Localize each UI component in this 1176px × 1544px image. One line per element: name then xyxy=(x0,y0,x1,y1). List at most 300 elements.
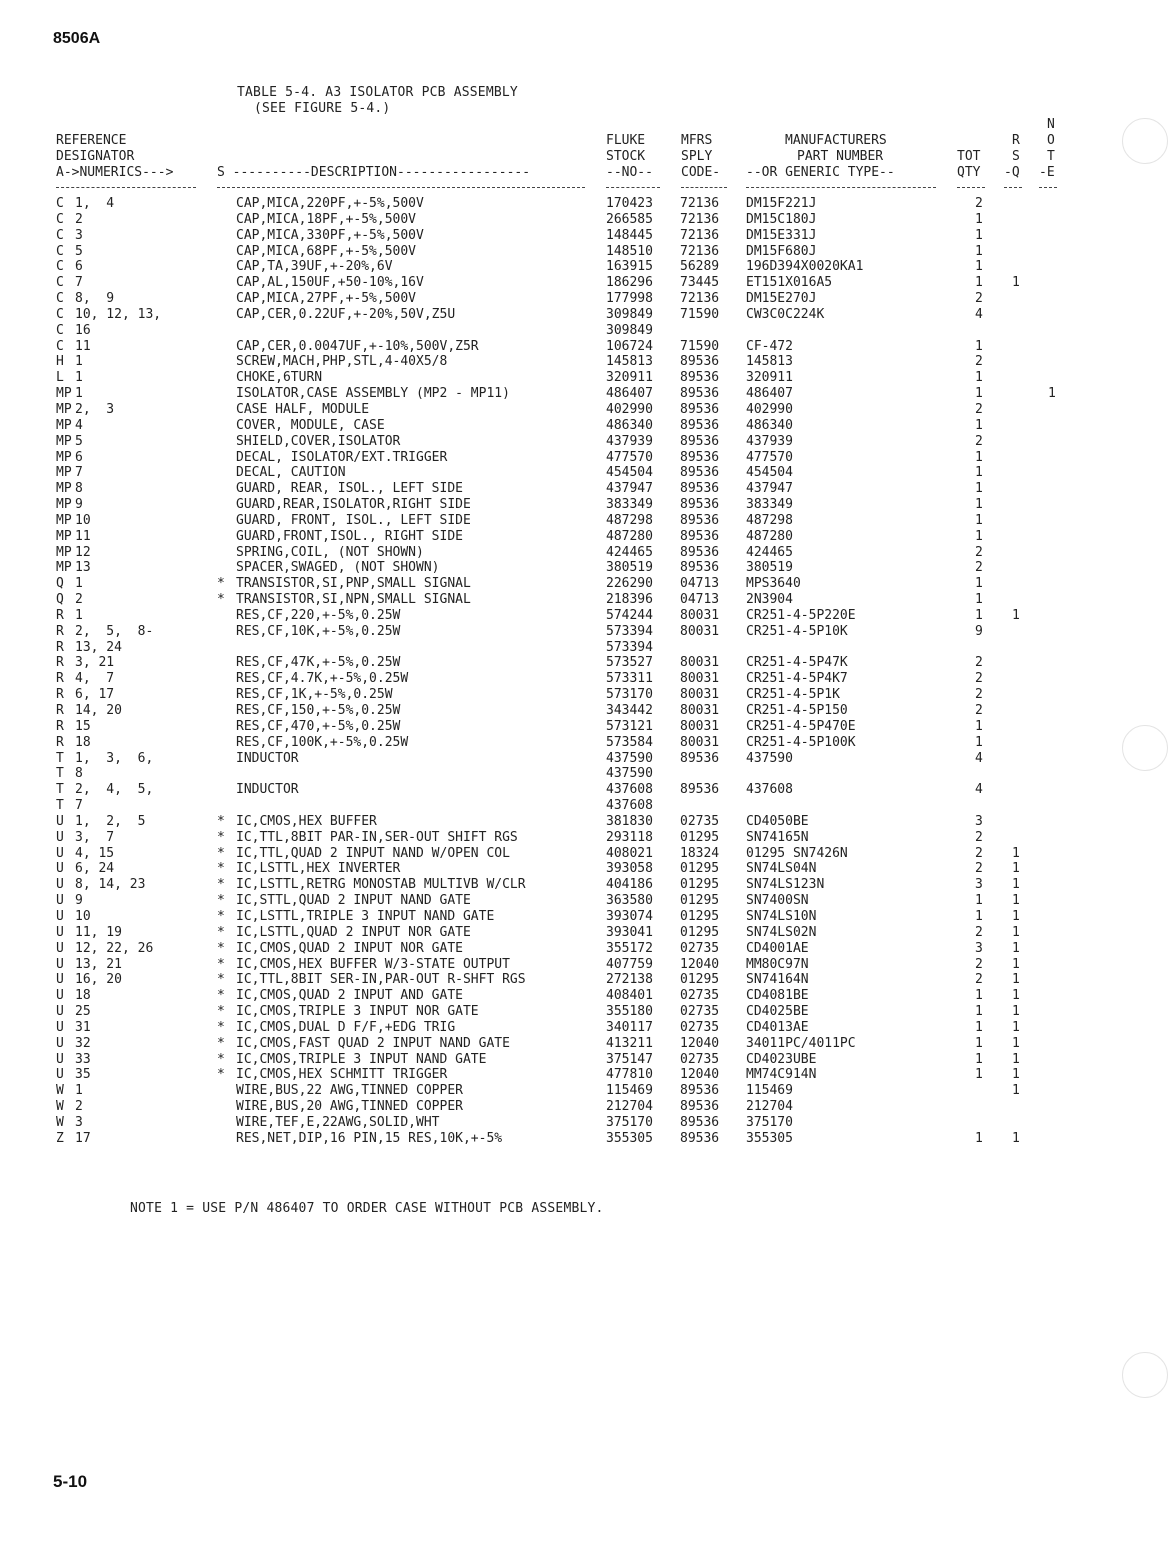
cell-fluke-stock-no: 355180 xyxy=(606,1004,653,1020)
cell-ref-numerics: 9 xyxy=(75,497,83,513)
cell-mfrs-supply-code: 01295 xyxy=(680,924,720,940)
cell-fluke-stock-no: 148510 xyxy=(606,243,653,259)
cell-mfr-part-number: 487280 xyxy=(746,528,793,544)
cell-ref-letter: U xyxy=(56,908,64,924)
cell-fluke-stock-no: 408021 xyxy=(606,845,653,861)
table-row xyxy=(0,576,1176,592)
cell-rsq: 1 xyxy=(1012,845,1020,861)
cell-ref-numerics: 4, 15 xyxy=(75,845,115,861)
header-mfrs-3: CODE- xyxy=(681,165,721,180)
cell-description: IC,CMOS,TRIPLE 3 INPUT NOR GATE xyxy=(236,1004,479,1020)
cell-mfr-part-number: MM74C914N xyxy=(746,1067,817,1083)
cell-total-qty: 2 xyxy=(975,671,983,687)
cell-ref-letter: U xyxy=(56,845,64,861)
cell-ref-letter: C xyxy=(56,259,64,275)
cell-mfr-part-number: 375170 xyxy=(746,1114,793,1130)
cell-mfrs-supply-code: 89536 xyxy=(680,1114,720,1130)
cell-ref-letter: R xyxy=(56,734,64,750)
cell-mfrs-supply-code: 89536 xyxy=(680,528,720,544)
cell-description: CAP,MICA,330PF,+-5%,500V xyxy=(236,227,424,243)
cell-fluke-stock-no: 381830 xyxy=(606,813,653,829)
cell-ref-letter: U xyxy=(56,861,64,877)
table-row xyxy=(0,1036,1176,1052)
cell-description: IC,LSTTL,TRIPLE 3 INPUT NAND GATE xyxy=(236,908,495,924)
cell-ref-letter: MP xyxy=(56,401,72,417)
cell-rsq: 1 xyxy=(1012,972,1020,988)
header-mfrs-2: SPLY xyxy=(681,149,713,164)
cell-ref-letter: U xyxy=(56,1035,64,1051)
cell-ref-letter: L xyxy=(56,370,64,386)
cell-description: WIRE,BUS,22 AWG,TINNED COPPER xyxy=(236,1083,463,1099)
cell-total-qty: 1 xyxy=(975,1035,983,1051)
cell-mfrs-supply-code: 89536 xyxy=(680,370,720,386)
header-note-1: O xyxy=(1047,133,1055,148)
header-stock-2: STOCK xyxy=(606,149,646,164)
cell-description: RES,CF,4.7K,+-5%,0.25W xyxy=(236,671,409,687)
cell-ref-letter: U xyxy=(56,1004,64,1020)
cell-mfrs-supply-code: 02735 xyxy=(680,1019,720,1035)
cell-ref-numerics: 1, 4 xyxy=(75,196,115,211)
cell-ref-numerics: 2 xyxy=(75,211,83,227)
table-row xyxy=(0,196,1176,212)
cell-fluke-stock-no: 477810 xyxy=(606,1067,653,1083)
cell-mfrs-supply-code: 80031 xyxy=(680,734,720,750)
cell-fluke-stock-no: 163915 xyxy=(606,259,653,275)
cell-ref-numerics: 7 xyxy=(75,275,83,291)
cell-rsq: 1 xyxy=(1012,275,1020,291)
cell-s-flag: * xyxy=(217,576,225,592)
table-row xyxy=(0,497,1176,513)
cell-ref-numerics: 3, 7 xyxy=(75,829,115,845)
header-stock-3: --NO-- xyxy=(606,165,653,180)
table-row xyxy=(0,1099,1176,1115)
cell-mfrs-supply-code: 89536 xyxy=(680,750,720,766)
cell-rsq: 1 xyxy=(1012,1004,1020,1020)
cell-ref-numerics: 10 xyxy=(75,512,91,528)
cell-ref-numerics: 11, 19 xyxy=(75,924,122,940)
cell-description: INDUCTOR xyxy=(236,750,299,766)
cell-total-qty: 2 xyxy=(975,560,983,576)
table-row xyxy=(0,560,1176,576)
cell-mfr-part-number: DM15E270J xyxy=(746,291,817,307)
cell-mfr-part-number: DM15F221J xyxy=(746,196,817,211)
table-row xyxy=(0,957,1176,973)
cell-description: TRANSISTOR,SI,PNP,SMALL SIGNAL xyxy=(236,576,471,592)
header-rule-pn xyxy=(746,187,936,188)
cell-fluke-stock-no: 437590 xyxy=(606,766,653,782)
cell-fluke-stock-no: 340117 xyxy=(606,1019,653,1035)
cell-mfrs-supply-code: 89536 xyxy=(680,1083,720,1099)
cell-mfrs-supply-code: 01295 xyxy=(680,972,720,988)
table-row xyxy=(0,529,1176,545)
cell-mfr-part-number: SN74164N xyxy=(746,972,809,988)
cell-mfr-part-number: 454504 xyxy=(746,465,793,481)
cell-fluke-stock-no: 407759 xyxy=(606,956,653,972)
cell-ref-letter: H xyxy=(56,354,64,370)
cell-s-flag: * xyxy=(217,1051,225,1067)
cell-fluke-stock-no: 218396 xyxy=(606,592,653,608)
cell-mfr-part-number: 355305 xyxy=(746,1130,793,1146)
cell-ref-numerics: 8, 9 xyxy=(75,291,115,307)
cell-ref-numerics: 13 xyxy=(75,560,91,576)
header-pn-2: PART NUMBER xyxy=(797,149,884,164)
cell-ref-numerics: 4 xyxy=(75,417,83,433)
cell-ref-numerics: 1, 3, 6, xyxy=(75,750,154,766)
cell-description: COVER, MODULE, CASE xyxy=(236,417,385,433)
cell-mfr-part-number: CR251-4-5P4K7 xyxy=(746,671,848,687)
cell-description: IC,TTL,8BIT SER-IN,PAR-OUT R-SHFT RGS xyxy=(236,972,526,988)
cell-mfrs-supply-code: 80031 xyxy=(680,655,720,671)
cell-total-qty: 1 xyxy=(975,528,983,544)
cell-fluke-stock-no: 309849 xyxy=(606,322,653,338)
cell-ref-letter: R xyxy=(56,671,64,687)
cell-ref-numerics: 2 xyxy=(75,1099,83,1115)
cell-mfr-part-number: CR251-4-5P1K xyxy=(746,687,840,703)
cell-mfrs-supply-code: 89536 xyxy=(680,560,720,576)
table-row xyxy=(0,402,1176,418)
cell-fluke-stock-no: 106724 xyxy=(606,338,653,354)
table-row xyxy=(0,323,1176,339)
cell-ref-letter: Q xyxy=(56,576,64,592)
cell-description: DECAL, CAUTION xyxy=(236,465,346,481)
cell-ref-letter: U xyxy=(56,1067,64,1083)
cell-description: GUARD,REAR,ISOLATOR,RIGHT SIDE xyxy=(236,497,471,513)
cell-s-flag: * xyxy=(217,988,225,1004)
cell-mfrs-supply-code: 02735 xyxy=(680,1004,720,1020)
cell-ref-letter: U xyxy=(56,940,64,956)
cell-fluke-stock-no: 393074 xyxy=(606,908,653,924)
cell-total-qty: 4 xyxy=(975,782,983,798)
header-pn-1: MANUFACTURERS xyxy=(785,133,887,148)
header-rsq-3: -Q xyxy=(1004,165,1020,180)
cell-fluke-stock-no: 145813 xyxy=(606,354,653,370)
cell-ref-letter: C xyxy=(56,322,64,338)
cell-mfr-part-number: CD4001AE xyxy=(746,940,809,956)
table-row xyxy=(0,228,1176,244)
cell-description: CAP,AL,150UF,+50-10%,16V xyxy=(236,275,424,291)
model-number: 8506A xyxy=(53,30,101,47)
cell-mfrs-supply-code: 73445 xyxy=(680,275,720,291)
cell-s-flag: * xyxy=(217,1035,225,1051)
cell-mfr-part-number: CR251-4-5P150 xyxy=(746,703,848,718)
cell-rsq: 1 xyxy=(1012,607,1020,623)
cell-total-qty: 1 xyxy=(975,275,983,291)
cell-ref-letter: T xyxy=(56,750,64,766)
cell-total-qty: 1 xyxy=(975,718,983,734)
cell-fluke-stock-no: 413211 xyxy=(606,1035,653,1051)
cell-ref-letter: R xyxy=(56,687,64,703)
cell-description: CAP,TA,39UF,+-20%,6V xyxy=(236,259,393,275)
cell-ref-numerics: 1 xyxy=(75,370,83,386)
cell-ref-numerics: 17 xyxy=(75,1130,91,1146)
cell-mfrs-supply-code: 80031 xyxy=(680,623,720,639)
cell-mfr-part-number: 424465 xyxy=(746,544,793,560)
header-rule-stock xyxy=(606,187,660,188)
cell-fluke-stock-no: 148445 xyxy=(606,227,653,243)
cell-mfr-part-number: DM15F680J xyxy=(746,243,817,259)
table-row xyxy=(0,307,1176,323)
cell-mfr-part-number: ET151X016A5 xyxy=(746,275,833,291)
cell-total-qty: 3 xyxy=(975,813,983,829)
cell-description: TRANSISTOR,SI,NPN,SMALL SIGNAL xyxy=(236,592,471,608)
cell-mfrs-supply-code: 12040 xyxy=(680,1035,720,1051)
cell-fluke-stock-no: 404186 xyxy=(606,877,653,893)
table-row xyxy=(0,830,1176,846)
cell-fluke-stock-no: 573394 xyxy=(606,639,653,655)
cell-ref-numerics: 7 xyxy=(75,465,83,481)
table-row xyxy=(0,592,1176,608)
cell-total-qty: 2 xyxy=(975,433,983,449)
table-row xyxy=(0,212,1176,228)
cell-ref-numerics: 11 xyxy=(75,528,91,544)
cell-mfrs-supply-code: 72136 xyxy=(680,196,720,211)
cell-ref-numerics: 18 xyxy=(75,988,91,1004)
table-row xyxy=(0,766,1176,782)
cell-fluke-stock-no: 437939 xyxy=(606,433,653,449)
cell-description: SPRING,COIL, (NOT SHOWN) xyxy=(236,544,424,560)
table-row xyxy=(0,861,1176,877)
cell-ref-numerics: 10, 12, 13, xyxy=(75,306,162,322)
cell-rsq: 1 xyxy=(1012,940,1020,956)
cell-ref-numerics: 2, 5, 8- xyxy=(75,623,154,639)
cell-s-flag: * xyxy=(217,1067,225,1083)
cell-ref-letter: MP xyxy=(56,417,72,433)
cell-ref-letter: C xyxy=(56,196,64,211)
table-title: TABLE 5-4. A3 ISOLATOR PCB ASSEMBLY xyxy=(237,85,518,100)
cell-s-flag: * xyxy=(217,861,225,877)
cell-mfr-part-number: MPS3640 xyxy=(746,576,801,592)
cell-mfr-part-number: CR251-4-5P220E xyxy=(746,607,856,623)
cell-total-qty: 4 xyxy=(975,306,983,322)
cell-rsq: 1 xyxy=(1012,956,1020,972)
cell-description: SHIELD,COVER,ISOLATOR xyxy=(236,433,401,449)
cell-total-qty: 1 xyxy=(975,338,983,354)
cell-ref-letter: MP xyxy=(56,481,72,497)
cell-total-qty: 1 xyxy=(975,243,983,259)
cell-ref-numerics: 1, 2, 5 xyxy=(75,813,146,829)
cell-ref-letter: C xyxy=(56,211,64,227)
cell-fluke-stock-no: 393041 xyxy=(606,924,653,940)
cell-mfr-part-number: CD4023UBE xyxy=(746,1051,817,1067)
cell-ref-numerics: 3 xyxy=(75,1114,83,1130)
cell-description: RES,NET,DIP,16 PIN,15 RES,10K,+-5% xyxy=(236,1130,503,1146)
cell-ref-numerics: 6 xyxy=(75,259,83,275)
cell-ref-numerics: 5 xyxy=(75,243,83,259)
cell-mfrs-supply-code: 18324 xyxy=(680,845,720,861)
cell-mfr-part-number: 145813 xyxy=(746,354,793,370)
cell-mfr-part-number: 437947 xyxy=(746,481,793,497)
cell-mfr-part-number: 486407 xyxy=(746,386,793,402)
hole-punch-mark xyxy=(1122,1352,1168,1398)
cell-mfrs-supply-code: 12040 xyxy=(680,1067,720,1083)
header-ref-3: A->NUMERICS---> xyxy=(56,165,174,180)
cell-ref-numerics: 8, 14, 23 xyxy=(75,877,146,893)
cell-description: IC,TTL,8BIT PAR-IN,SER-OUT SHIFT RGS xyxy=(236,829,518,845)
cell-mfrs-supply-code: 01295 xyxy=(680,893,720,909)
cell-ref-numerics: 18 xyxy=(75,734,91,750)
header-description: S ----------DESCRIPTION----------------- xyxy=(217,165,531,180)
cell-fluke-stock-no: 486407 xyxy=(606,386,653,402)
cell-total-qty: 1 xyxy=(975,211,983,227)
table-row xyxy=(0,434,1176,450)
cell-ref-letter: U xyxy=(56,1051,64,1067)
cell-description: RES,CF,100K,+-5%,0.25W xyxy=(236,734,409,750)
cell-mfr-part-number: CR251-4-5P47K xyxy=(746,655,848,671)
header-rule-note xyxy=(1039,187,1057,188)
cell-rsq: 1 xyxy=(1012,1083,1020,1099)
hole-punch-mark xyxy=(1122,725,1168,771)
header-ref-1: REFERENCE xyxy=(56,133,127,148)
cell-mfrs-supply-code: 89536 xyxy=(680,465,720,481)
table-row xyxy=(0,259,1176,275)
cell-fluke-stock-no: 408401 xyxy=(606,988,653,1004)
cell-ref-numerics: 9 xyxy=(75,893,83,909)
cell-mfr-part-number: CR251-4-5P10K xyxy=(746,623,848,639)
cell-total-qty: 2 xyxy=(975,956,983,972)
cell-total-qty: 1 xyxy=(975,370,983,386)
cell-mfrs-supply-code: 89536 xyxy=(680,1130,720,1146)
cell-fluke-stock-no: 487298 xyxy=(606,512,653,528)
cell-s-flag: * xyxy=(217,940,225,956)
cell-rsq: 1 xyxy=(1012,1067,1020,1083)
cell-fluke-stock-no: 363580 xyxy=(606,893,653,909)
cell-total-qty: 3 xyxy=(975,940,983,956)
cell-ref-letter: R xyxy=(56,703,64,718)
cell-total-qty: 1 xyxy=(975,1004,983,1020)
cell-description: RES,CF,220,+-5%,0.25W xyxy=(236,607,401,623)
cell-description: IC,STTL,QUAD 2 INPUT NAND GATE xyxy=(236,893,471,909)
cell-description: GUARD,FRONT,ISOL., RIGHT SIDE xyxy=(236,528,463,544)
cell-rsq: 1 xyxy=(1012,1051,1020,1067)
table-row xyxy=(0,782,1176,798)
cell-fluke-stock-no: 170423 xyxy=(606,196,653,211)
table-row xyxy=(0,1052,1176,1068)
cell-fluke-stock-no: 573527 xyxy=(606,655,653,671)
cell-total-qty: 2 xyxy=(975,291,983,307)
cell-description: CASE HALF, MODULE xyxy=(236,401,370,417)
cell-ref-numerics: 33 xyxy=(75,1051,91,1067)
cell-ref-letter: T xyxy=(56,798,64,814)
header-rsq-1: R xyxy=(1012,133,1020,148)
cell-total-qty: 1 xyxy=(975,417,983,433)
cell-ref-letter: C xyxy=(56,243,64,259)
cell-fluke-stock-no: 115469 xyxy=(606,1083,653,1099)
table-row xyxy=(0,640,1176,656)
cell-description: CAP,CER,0.22UF,+-20%,50V,Z5U xyxy=(236,306,456,322)
cell-ref-letter: Z xyxy=(56,1130,64,1146)
cell-ref-letter: C xyxy=(56,338,64,354)
cell-fluke-stock-no: 437608 xyxy=(606,798,653,814)
cell-fluke-stock-no: 573311 xyxy=(606,671,653,687)
cell-ref-numerics: 35 xyxy=(75,1067,91,1083)
table-row xyxy=(0,798,1176,814)
cell-mfrs-supply-code: 89536 xyxy=(680,497,720,513)
cell-description: IC,CMOS,FAST QUAD 2 INPUT NAND GATE xyxy=(236,1035,510,1051)
cell-s-flag: * xyxy=(217,813,225,829)
table-row xyxy=(0,339,1176,355)
cell-s-flag: * xyxy=(217,893,225,909)
cell-ref-letter: MP xyxy=(56,512,72,528)
cell-fluke-stock-no: 266585 xyxy=(606,211,653,227)
cell-description: IC,LSTTL,RETRG MONOSTAB MULTIVB W/CLR xyxy=(236,877,526,893)
cell-ref-numerics: 1 xyxy=(75,354,83,370)
cell-fluke-stock-no: 402990 xyxy=(606,401,653,417)
cell-fluke-stock-no: 309849 xyxy=(606,306,653,322)
cell-total-qty: 2 xyxy=(975,544,983,560)
cell-mfrs-supply-code: 01295 xyxy=(680,908,720,924)
cell-s-flag: * xyxy=(217,1004,225,1020)
cell-total-qty: 1 xyxy=(975,449,983,465)
table-row xyxy=(0,370,1176,386)
cell-fluke-stock-no: 177998 xyxy=(606,291,653,307)
cell-mfr-part-number: 477570 xyxy=(746,449,793,465)
table-row xyxy=(0,1067,1176,1083)
header-rule-rsq xyxy=(1004,187,1022,188)
cell-mfr-part-number: 2N3904 xyxy=(746,592,793,608)
cell-ref-letter: U xyxy=(56,988,64,1004)
cell-mfrs-supply-code: 71590 xyxy=(680,338,720,354)
cell-mfrs-supply-code: 72136 xyxy=(680,227,720,243)
cell-total-qty: 1 xyxy=(975,607,983,623)
cell-ref-numerics: 8 xyxy=(75,766,83,782)
cell-mfr-part-number: DM15E331J xyxy=(746,227,817,243)
cell-fluke-stock-no: 437590 xyxy=(606,750,653,766)
cell-ref-letter: R xyxy=(56,607,64,623)
cell-description: IC,TTL,QUAD 2 INPUT NAND W/OPEN COL xyxy=(236,845,510,861)
table-row xyxy=(0,814,1176,830)
cell-ref-numerics: 31 xyxy=(75,1019,91,1035)
table-row xyxy=(0,972,1176,988)
cell-mfrs-supply-code: 02735 xyxy=(680,940,720,956)
cell-s-flag: * xyxy=(217,1019,225,1035)
cell-description: IC,LSTTL,QUAD 2 INPUT NOR GATE xyxy=(236,924,471,940)
cell-ref-letter: U xyxy=(56,813,64,829)
header-tot: TOT xyxy=(957,149,981,164)
cell-mfr-part-number: DM15C180J xyxy=(746,211,817,227)
cell-mfr-part-number: 196D394X0020KA1 xyxy=(746,259,864,275)
table-row xyxy=(0,354,1176,370)
cell-total-qty: 2 xyxy=(975,861,983,877)
cell-mfrs-supply-code: 01295 xyxy=(680,829,720,845)
table-row xyxy=(0,1004,1176,1020)
cell-description: CAP,MICA,18PF,+-5%,500V xyxy=(236,211,417,227)
cell-mfr-part-number: CD4025BE xyxy=(746,1004,809,1020)
cell-fluke-stock-no: 212704 xyxy=(606,1099,653,1115)
cell-total-qty: 1 xyxy=(975,1019,983,1035)
cell-ref-numerics: 4, 7 xyxy=(75,671,115,687)
cell-mfrs-supply-code: 89536 xyxy=(680,401,720,417)
table-row xyxy=(0,545,1176,561)
cell-ref-numerics: 12, 22, 26 xyxy=(75,940,154,956)
cell-fluke-stock-no: 343442 xyxy=(606,703,653,718)
cell-rsq: 1 xyxy=(1012,924,1020,940)
cell-rsq: 1 xyxy=(1012,988,1020,1004)
cell-fluke-stock-no: 383349 xyxy=(606,497,653,513)
cell-description: RES,CF,1K,+-5%,0.25W xyxy=(236,687,393,703)
cell-ref-numerics: 2 xyxy=(75,592,83,608)
cell-mfrs-supply-code: 71590 xyxy=(680,306,720,322)
cell-ref-numerics: 14, 20 xyxy=(75,703,122,718)
cell-description: WIRE,BUS,20 AWG,TINNED COPPER xyxy=(236,1099,463,1115)
cell-total-qty: 1 xyxy=(975,592,983,608)
cell-mfr-part-number: 01295 SN7426N xyxy=(746,845,848,861)
table-row xyxy=(0,703,1176,719)
cell-ref-letter: U xyxy=(56,924,64,940)
cell-ref-numerics: 6, 24 xyxy=(75,861,115,877)
cell-fluke-stock-no: 186296 xyxy=(606,275,653,291)
cell-mfr-part-number: 437939 xyxy=(746,433,793,449)
cell-ref-letter: W xyxy=(56,1099,64,1115)
